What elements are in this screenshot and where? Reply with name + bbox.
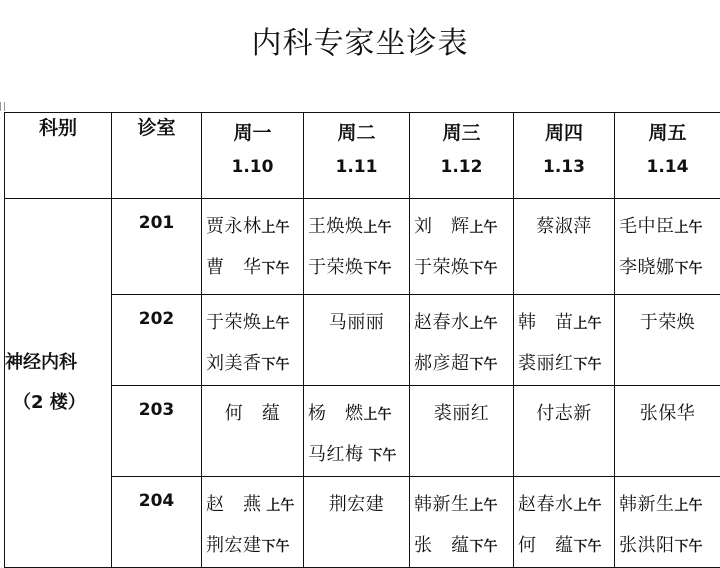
session-tag: 下午: [470, 357, 498, 373]
doctor-entry: [206, 344, 299, 385]
schedule-cell: [304, 477, 410, 568]
doctor-name: 于荣焕: [414, 257, 470, 278]
schedule-cell: [514, 199, 615, 295]
schedule-table: [4, 112, 720, 568]
schedule-cell: [615, 386, 720, 477]
doctor-entry: [308, 303, 405, 343]
doctor-entry: [308, 435, 405, 476]
doctor-entry: [308, 394, 405, 435]
doctor-name: 于荣焕: [640, 312, 696, 333]
doctor-name: 付志新: [536, 403, 592, 424]
doctor-name: 李晓娜: [619, 257, 675, 278]
header-dept: 科别: [5, 113, 112, 199]
session-tag: 下午: [574, 357, 602, 373]
session-tag: 上午: [470, 220, 498, 236]
session-tag: 下午: [364, 261, 392, 277]
schedule-cell: [410, 386, 514, 477]
doctor-entry: [518, 303, 610, 344]
session-tag: 上午: [470, 498, 498, 514]
day-label: 周五: [615, 113, 720, 147]
doctor-name: 荆宏建: [329, 494, 385, 515]
doctor-entry: [206, 526, 299, 567]
doctor-name: 马丽丽: [329, 312, 385, 333]
doctor-entry: [619, 485, 716, 526]
session-tag: 下午: [675, 539, 703, 555]
doctor-entry: [619, 526, 716, 567]
room-row-202: [5, 295, 720, 386]
doctor-name: 张 蕴: [414, 535, 470, 556]
schedule-cell: [410, 199, 514, 295]
session-tag: 上午: [364, 220, 392, 236]
session-tag: 上午: [574, 498, 602, 514]
department-floor: （2 楼）: [5, 383, 111, 423]
doctor-name: 裘丽红: [434, 403, 490, 424]
day-label: 周三: [410, 113, 513, 147]
doctor-name: 曹 华: [206, 257, 262, 278]
schedule-cell: [202, 477, 304, 568]
room-number: 202: [112, 295, 202, 386]
header-room: 诊室: [112, 113, 202, 199]
header-day-mon: [202, 113, 304, 199]
session-tag: 下午: [470, 261, 498, 277]
doctor-name: 赵春水: [518, 494, 574, 515]
room-row-201: [5, 199, 720, 295]
schedule-cell: [304, 199, 410, 295]
day-label: 周二: [304, 113, 409, 147]
schedule-cell: [202, 295, 304, 386]
session-tag: 上午: [262, 498, 295, 514]
schedule-cell: [304, 295, 410, 386]
doctor-name: 何 蕴: [518, 535, 574, 556]
schedule-cell: [410, 295, 514, 386]
schedule-cell: [615, 477, 720, 568]
session-tag: 上午: [675, 220, 703, 236]
doctor-entry: [308, 207, 405, 248]
schedule-cell: [615, 199, 720, 295]
doctor-entry: [308, 248, 405, 289]
session-tag: 上午: [364, 407, 392, 423]
session-tag: 下午: [262, 261, 290, 277]
session-tag: 下午: [470, 539, 498, 555]
doctor-name: 郝彦超: [414, 353, 470, 374]
doctor-name: 赵 燕: [206, 494, 262, 515]
doctor-entry: [206, 303, 299, 344]
doctor-name: 张洪阳: [619, 535, 675, 556]
session-tag: 下午: [262, 357, 290, 373]
doctor-entry: [308, 485, 405, 525]
doctor-entry: [206, 207, 299, 248]
day-label: 周四: [514, 113, 614, 147]
doctor-entry: [619, 303, 716, 343]
day-label: 周一: [202, 113, 303, 147]
doctor-entry: [206, 485, 299, 526]
doctor-name: 裘丽红: [518, 353, 574, 374]
doctor-name: 韩新生: [619, 494, 675, 515]
doctor-entry: [518, 526, 610, 567]
doctor-entry: [518, 485, 610, 526]
date-label: 1.13: [514, 147, 614, 187]
department-name: 神经内科: [5, 343, 111, 383]
session-tag: 下午: [364, 448, 397, 464]
room-number: 203: [112, 386, 202, 477]
header-day-wed: [410, 113, 514, 199]
schedule-cell: [304, 386, 410, 477]
doctor-entry: [414, 248, 509, 289]
schedule-cell: [202, 386, 304, 477]
doctor-entry: [619, 248, 716, 289]
schedule-cell: [514, 295, 615, 386]
room-number: 201: [112, 199, 202, 295]
session-tag: 下午: [574, 539, 602, 555]
session-tag: 上午: [262, 220, 290, 236]
session-tag: 上午: [470, 316, 498, 332]
doctor-name: 蔡淑萍: [536, 216, 592, 237]
doctor-entry: [619, 394, 716, 434]
date-label: 1.14: [615, 147, 720, 187]
doctor-name: 刘 辉: [414, 216, 470, 237]
date-label: 1.10: [202, 147, 303, 187]
doctor-entry: [414, 207, 509, 248]
doctor-name: 马红梅: [308, 444, 364, 465]
schedule-cell: [514, 477, 615, 568]
doctor-name: 刘美香: [206, 353, 262, 374]
header-day-tue: [304, 113, 410, 199]
room-number: 204: [112, 477, 202, 568]
doctor-name: 荆宏建: [206, 535, 262, 556]
date-label: 1.11: [304, 147, 409, 187]
header-day-fri: [615, 113, 720, 199]
header-day-thu: [514, 113, 615, 199]
doctor-name: 张保华: [640, 403, 696, 424]
doctor-name: 于荣焕: [206, 312, 262, 333]
doctor-entry: [619, 207, 716, 248]
doctor-name: 贾永林: [206, 216, 262, 237]
session-tag: 上午: [262, 316, 290, 332]
department-cell: [5, 199, 112, 568]
doctor-name: 韩 苗: [518, 312, 574, 333]
doctor-name: 于荣焕: [308, 257, 364, 278]
schedule-cell: [514, 386, 615, 477]
doctor-name: 杨 燃: [308, 403, 364, 424]
room-row-203: [5, 386, 720, 477]
doctor-entry: [518, 394, 610, 434]
doctor-entry: [414, 394, 509, 434]
session-tag: 上午: [574, 316, 602, 332]
doctor-entry: [518, 344, 610, 385]
header-row: [5, 113, 720, 199]
schedule-cell: [615, 295, 720, 386]
doctor-entry: [414, 526, 509, 567]
doctor-name: 韩新生: [414, 494, 470, 515]
schedule-cell: [202, 199, 304, 295]
doctor-name: 毛中臣: [619, 216, 675, 237]
schedule-cell: [410, 477, 514, 568]
room-row-204: [5, 477, 720, 568]
doctor-entry: [206, 394, 299, 434]
doctor-entry: [206, 248, 299, 289]
session-tag: 下午: [262, 539, 290, 555]
page-title: 内科专家坐诊表: [0, 18, 720, 62]
doctor-entry: [414, 485, 509, 526]
doctor-entry: [414, 303, 509, 344]
doctor-name: 赵春水: [414, 312, 470, 333]
session-tag: 上午: [675, 498, 703, 514]
doctor-name: 王焕焕: [308, 216, 364, 237]
session-tag: 下午: [675, 261, 703, 277]
edge-marker: [0, 102, 5, 111]
doctor-entry: [518, 207, 610, 247]
doctor-entry: [414, 344, 509, 385]
doctor-name: 何 蕴: [225, 403, 281, 424]
date-label: 1.12: [410, 147, 513, 187]
